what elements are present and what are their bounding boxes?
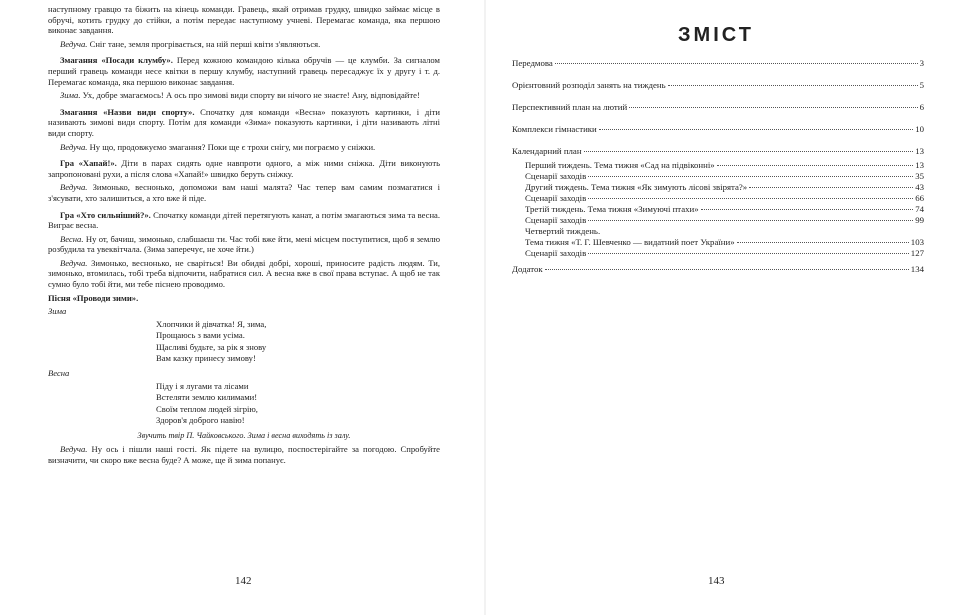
paragraph-text: Ну от, бачиш, зимонько, слабшаєш ти. Час тобі вже йти, мені місцем поступитися, щоб я землю розбудила та увеквітчала. (Зима заперечує, не хоче йти.): [48, 233, 440, 255]
toc-entry[interactable]: [512, 80, 924, 90]
toc-entry-calendar[interactable]: Календарний план 13: [512, 146, 924, 156]
toc-entry-label: Сценарії заходів: [525, 193, 587, 203]
toc-entry[interactable]: [525, 193, 924, 203]
leader-dots: [668, 85, 918, 86]
leader-dots: [545, 269, 909, 270]
paragraph: [48, 182, 440, 203]
speaker-role: Ведуча.: [60, 38, 88, 49]
speaker-role: Ведуча.: [60, 182, 88, 193]
paragraph-text: Зимонько, веснонько, допоможи вам наші малята? Час тепер вам самим позмагатися і з'ясувати, хто залишиться, а хто вже й піде.: [48, 182, 440, 203]
toc-entry-label: Третій тиждень. Тема тижня «Зимуючі птахи»: [525, 204, 699, 214]
verse-line: Здоров'я доброго навію!: [156, 415, 245, 426]
verse-spring: [156, 381, 440, 427]
left-page-text: [48, 4, 440, 468]
toc-entry[interactable]: [525, 215, 924, 225]
verse-line: Своїм теплом людей зігрію,: [156, 403, 258, 414]
activity-title: Змагання «Посади клумбу».: [60, 55, 173, 66]
speaker-role: Ведуча.: [60, 141, 88, 152]
leader-dots: [584, 151, 914, 152]
toc-entry[interactable]: [512, 124, 924, 134]
verse-line: Вам казку принесу зимову!: [156, 353, 256, 364]
activity-title: Гра «Хто сильніший?».: [60, 209, 151, 220]
toc-entry-page: 3: [919, 58, 924, 68]
toc-entry-page: 6: [919, 102, 924, 112]
toc-entry[interactable]: [525, 182, 924, 192]
leader-dots: [588, 220, 913, 221]
toc-entry-appendix[interactable]: Додаток 134: [512, 264, 924, 274]
page-number-left: 142: [235, 575, 252, 587]
toc-entry-page: 127: [910, 248, 924, 258]
toc-entry-label: Орієнтовний розподіл занять на тиждень: [512, 80, 666, 90]
verse-line: Піду і я лугами та лісами: [156, 381, 249, 392]
paragraph-text: Спочатку команди дітей перетягують канат, а потім змагаються зима та весна. Виграє весна.: [48, 209, 441, 231]
toc-entry-page: 13: [915, 160, 924, 170]
toc-entry-label: Комплекси гімнастики: [512, 124, 597, 134]
toc-entry-page: 5: [919, 80, 924, 90]
paragraph-text: Ух, добре змагаємось! А ось про зимові види спорту ви нічого не знаєте! Ану, відповідайте!: [80, 90, 420, 101]
leader-dots: [629, 107, 917, 108]
toc-entry-page: 103: [910, 237, 924, 247]
toc-entry-label: Тема тижня «Т. Г. Шевченко — видатний поет України»: [525, 237, 735, 247]
toc-entry-page: 35: [915, 171, 924, 181]
toc-entry[interactable]: [525, 160, 924, 170]
toc-entry-label: Сценарії заходів: [525, 171, 587, 181]
paragraph: [48, 210, 440, 231]
toc-entry-label: Перший тиждень. Тема тижня «Сад на підвіконні»: [525, 160, 715, 170]
speaker-spring: Весна: [48, 368, 70, 379]
speaker-winter: Зима: [48, 306, 67, 317]
toc-entry-page: 66: [915, 193, 924, 203]
paragraph-text: Зимонько, веснонько, не сваріться! Ви обидві добрі, хороші, приносите радість людям. Ти, зимонько, втомилась, тобі треба відпочити, набратися сил. А весна вже в свої права вступає. А щоб не так сумно було тобі йти, ми тебе піснею проводимо.: [48, 257, 440, 290]
leader-dots: [737, 242, 909, 243]
verse-line: Встеляти землю килимами!: [156, 392, 258, 403]
paragraph-text: Перед кожною командою кілька обручів — це клумби. За сигналом перший гравець команди несе квітки в першу клумбу, наступний гравець пересаджує їх у другу і т. д. Перемагає команда, яка першою виконає завдання.: [48, 55, 440, 87]
table-of-contents: [512, 58, 924, 274]
leader-dots: [717, 165, 914, 166]
toc-entry-page: 43: [915, 182, 924, 192]
paragraph: [48, 4, 440, 36]
paragraph: [48, 258, 440, 290]
final-paragraph: Ведуча. Ну ось і пішли наші гості. Як підете на вулицю, поспостерігайте за погодою. Спробуйте визначити, чи скоро вже весна буде? А може, ще й зима попанує.: [48, 444, 440, 465]
verse-line: Щасливі будьте, за рік я знову: [156, 341, 267, 352]
toc-entry-page: 99: [915, 215, 924, 225]
paragraph: [48, 39, 440, 50]
toc-entry-label: Передмова: [512, 58, 553, 68]
toc-entry[interactable]: [525, 171, 924, 181]
paragraph-text: Спочатку для команди «Весна» показують картинки, і діти називають зимові види спорту. Потім для команди «Зима» показують картинки, і діти називають літні види спорту.: [48, 106, 440, 138]
paragraph: [48, 234, 440, 255]
leader-dots: [588, 176, 913, 177]
toc-entry-label: Сценарії заходів: [525, 215, 587, 225]
left-page: [0, 0, 480, 615]
right-page: [490, 0, 970, 615]
toc-entry-label: Сценарії заходів: [525, 248, 587, 258]
leader-dots: [588, 253, 909, 254]
toc-entry[interactable]: [525, 204, 924, 214]
toc-top-entries: [512, 58, 924, 134]
paragraph: [48, 142, 440, 153]
toc-fourth-week-label: Четвертий тиждень.: [525, 226, 601, 236]
toc-entry[interactable]: [512, 102, 924, 112]
toc-entry[interactable]: [512, 58, 924, 68]
stage-direction: Звучить твір П. Чайковського. Зима і весна виходять із залу.: [137, 430, 351, 440]
toc-entry-label: Перспективний план на лютий: [512, 102, 628, 112]
toc-entry[interactable]: [525, 248, 924, 258]
leader-dots: [588, 198, 913, 199]
toc-week-entries: [512, 160, 924, 225]
activity-title: Гра «Хапай!».: [60, 158, 117, 169]
paragraph: [48, 107, 440, 139]
paragraph-list: [48, 4, 440, 290]
speaker-role: Весна.: [60, 233, 84, 244]
toc-entry[interactable]: [525, 237, 924, 247]
toc-fourth-week-entries: [525, 237, 924, 258]
paragraph-text: Діти в парах сидять одне навпроти одного, а між ними сніжка. Діти виконують запропоновані рухи, а після слова «Хапай!» швидко беруть сніжку.: [48, 158, 440, 179]
verse-line: Прощаюсь з вами усіма.: [156, 330, 245, 341]
leader-dots: [749, 187, 913, 188]
leader-dots: [701, 209, 914, 210]
verse-winter: [156, 319, 440, 365]
toc-entry-page: 74: [915, 204, 924, 214]
leader-dots: [555, 63, 918, 64]
paragraph: [48, 158, 440, 179]
toc-entry-label: Другий тиждень. Тема тижня «Як зимують лісові звірята?»: [525, 182, 748, 192]
book-gutter: [484, 0, 486, 615]
song-title: Пісня «Проводи зими».: [48, 292, 139, 303]
verse-line: Хлопчики й дівчатка! Я, зима,: [156, 318, 267, 329]
toc-entry-page: 10: [915, 124, 924, 134]
speaker-role: Ведуча.: [60, 257, 88, 268]
paragraph-text: Ну що, продовжуємо змагання? Поки ще є трохи снігу, ми пограємо у сніжки.: [87, 141, 376, 152]
paragraph: [48, 90, 440, 101]
speaker-role: Зима.: [60, 90, 81, 101]
paragraph-text: Сніг тане, земля прогрівається, на ній перші квіти з'являються.: [87, 38, 321, 49]
toc-fourth-week: [512, 226, 924, 258]
paragraph-text: наступному гравцю та біжить на кінець команди. Гравець, якай отримав грудку, швидко займає місце в обручі, котить грудку до стійки, а потім передає наступному учневі. Перемагає команда, яка першою виконає завдання.: [48, 4, 440, 36]
activity-title: Змагання «Назви види спорту».: [60, 106, 195, 117]
toc-heading: ЗМІСТ: [678, 24, 754, 46]
page-number-right: 143: [708, 575, 725, 587]
paragraph: [48, 55, 440, 87]
leader-dots: [599, 129, 913, 130]
